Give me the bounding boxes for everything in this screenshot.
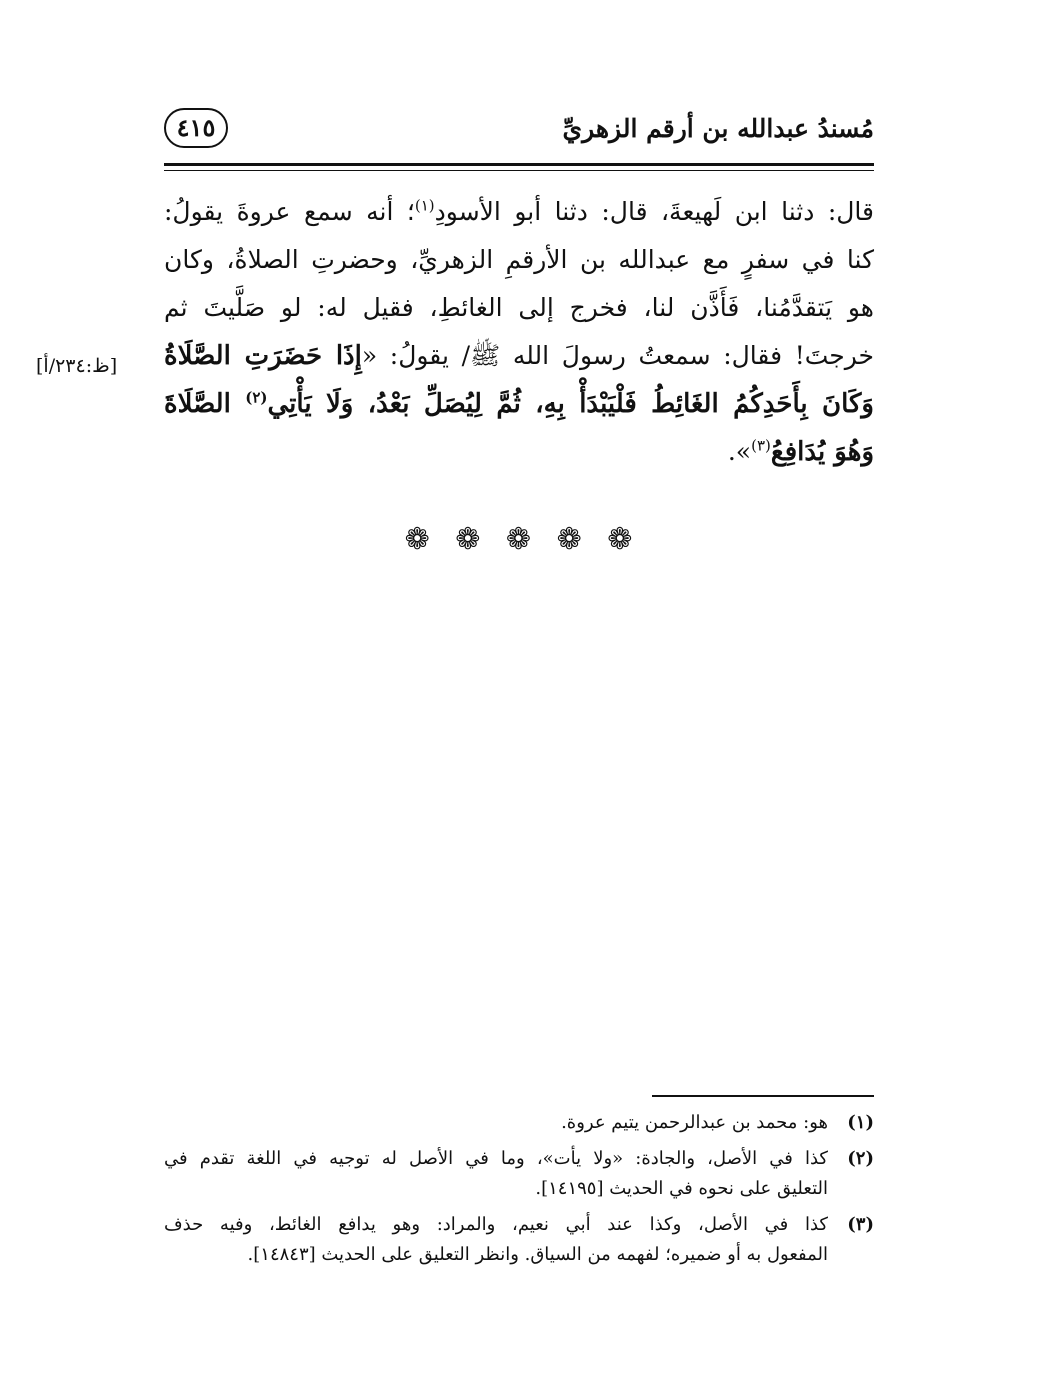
page-header (164, 108, 874, 162)
text-segment: ». (727, 437, 752, 466)
footnote-1 (164, 1108, 874, 1138)
footnote-marker-3: (٣) (751, 436, 771, 455)
hadith-text: إِذَا حَضَرَتِ الصَّلَاةُ (164, 341, 362, 371)
text-line-3: هو يَتقدَّمُنا، فَأَذَّن لنا، فخرج إلى الغائطِ، فقيل له: لو صَلَّيتَ ثم (164, 293, 874, 322)
footnote-number: (٢) (847, 1148, 874, 1169)
text-line-5 (164, 380, 874, 428)
text-line-2: كنا في سفرٍ مع عبدالله بن الأرقمِ الزهريِّ، وحضرتِ الصلاةُ، وكان (164, 245, 874, 274)
text-line-6 (164, 428, 874, 476)
hadith-text: وَكَانَ بِأَحَدِكُمُ الغَائِطُ فَلْيَبْدَأْ بِهِ، ثُمَّ لِيُصَلِّ بَعْدُ، وَلَا يَأْتِي (267, 389, 874, 419)
footnote-separator (652, 1095, 874, 1097)
footnote-line: كذا في الأصل، والجادة: «ولا يأت»، وما في الأصل له توجيه في اللغة تقدم في (164, 1148, 828, 1169)
header-rule-thin (164, 170, 874, 171)
footnote-marker-1: (١) (414, 196, 435, 215)
footnote-line: هو: محمد بن عبدالرحمن يتيم عروة. (561, 1112, 828, 1133)
text-segment: خرجتَ! فقال: سمعتُ رسولَ الله ﷺ/ يقولُ: « (361, 341, 874, 370)
footnote-3 (164, 1210, 874, 1270)
manuscript-folio-reference: [ظ:٢٣٤/أ] (36, 355, 118, 377)
footnote-line: التعليق على نحوه في الحديث [١٤١٩٥]. (535, 1178, 828, 1199)
footnote-marker-2: (٢) (245, 388, 268, 407)
footnote-2 (164, 1144, 874, 1204)
footnote-number: (٣) (847, 1214, 874, 1235)
text-line-1 (164, 188, 874, 236)
hadith-text: وَهُوَ يُدَافِعُ (770, 437, 874, 467)
text-segment: قال: دثنا ابن لَهيعةَ، قال: دثنا أبو الأسودِ (434, 197, 874, 226)
text-line-4 (164, 332, 874, 380)
footnotes (164, 1108, 874, 1276)
section-ornaments: ❁ ❁ ❁ ❁ ❁ (404, 522, 641, 557)
footnote-line: المفعول به أو ضميره؛ لفهمه من السياق. وانظر التعليق على الحديث [١٤٨٤٣]. (247, 1244, 828, 1265)
hadith-text: الصَّلَاةَ (164, 389, 246, 419)
header-rule-thick (164, 163, 874, 166)
running-title: مُسندُ عبدالله بن أرقم الزهريِّ (562, 114, 874, 143)
footnote-line: كذا في الأصل، وكذا عند أبي نعيم، والمراد: وهو يدافع الغائط، وفيه حذف (164, 1214, 828, 1235)
text-segment: ؛ أنه سمع عروةَ يقولُ: (164, 197, 415, 226)
footnote-number: (١) (847, 1112, 874, 1133)
page-number-badge: ٤١٥ (164, 108, 228, 148)
main-text (164, 188, 874, 476)
